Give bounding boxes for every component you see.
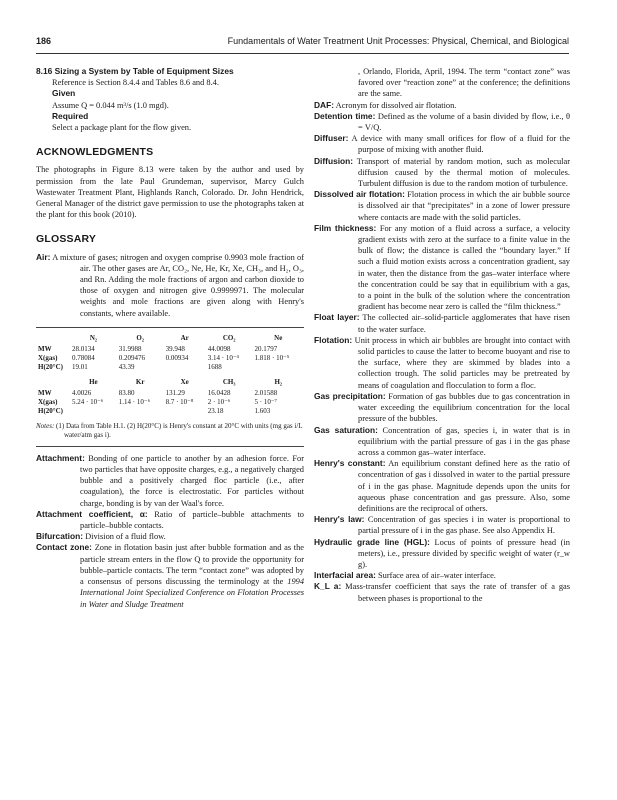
table-cell: 2.01588 [254, 388, 278, 397]
table-header: CO₂ [222, 333, 236, 342]
row-label: X(gas) [38, 397, 58, 406]
glossary-entry [314, 570, 570, 581]
gas-properties-table [36, 327, 304, 447]
table-cell: 28.0134 [72, 344, 95, 353]
glossary-entry [314, 312, 570, 334]
glossary-definition: Formation of gas bubbles due to gas concentration in water exceeding the equilibrium concentration for the local pressure of the bubbles. [358, 391, 570, 424]
glossary-term: Bifurcation: [36, 531, 83, 542]
glossary-term: Attachment: [36, 452, 85, 463]
table-header: H₂ [274, 377, 283, 386]
given-label: Given [52, 88, 76, 99]
table-header: Ne [274, 333, 283, 342]
glossary-definition: Transport of material by random motion, such as molecular diffusion caused by the thermal motion of molecules. Turbulent diffusion is due to the random motion of turbulence. [356, 156, 570, 189]
contact-zone-continuation: , Orlando, Florida, April, 1994. The term “contact zone” was favored over “reaction zone” at the conference; the definitions are the same. [358, 67, 570, 99]
required-label: Required [52, 110, 89, 121]
left-column [36, 66, 304, 610]
table-cell [117, 407, 164, 416]
given-text: Assume Q = 0.044 m³/s (1.0 mgd). [52, 100, 169, 110]
table-header: Ar [180, 333, 189, 342]
glossary-term: Detention time: [314, 110, 376, 121]
table-cell: 1.818 · 10⁻⁵ [254, 353, 290, 362]
glossary-term: K_L a: [314, 581, 342, 592]
glossary-definition: An equilibrium constant defined here as the ratio of concentration of gas i dissolved in water to the partial pressure of i in the gas phase. Magnitude depends upon the units for aqueous phase concentration and gas pressure. Also, some definitions are the reciprocal of others. [358, 459, 571, 513]
required-text: Select a package plant for the flow given. [52, 123, 192, 133]
table-cell [164, 407, 206, 416]
glossary-term: Henry's constant: [314, 458, 386, 469]
conference-citation: 1994 International Joint Specialized Conference on Flotation Processes in Water and Sludge Treatment [80, 577, 305, 609]
table-cell: 1.14 · 10⁻⁶ [118, 397, 151, 406]
table-header: CH₃ [222, 377, 236, 386]
glossary-entry [314, 189, 570, 223]
table-row [36, 389, 304, 398]
table-row [36, 363, 304, 372]
glossary-entry-contact-zone [36, 542, 304, 609]
example-reference: Reference is Section 8.4.4 and Tables 8.6 and 8.4. [52, 78, 219, 88]
glossary-definition: Bonding of one particle to another by an adhesion force. For two particles that have opposite charges, e.g., a negatively charged bubble and a positively charged floc particle (i.e., after coagulation), the force is electrostatic. For particles without charge, bonding is by van der Waal's force. [80, 453, 305, 508]
glossary-entry [314, 133, 570, 155]
glossary-term: Flotation: [314, 334, 353, 345]
table-cell [253, 363, 304, 372]
table-cell: 0.209476 [118, 353, 146, 362]
glossary-entry [314, 514, 570, 536]
glossary-term: Interfacial area: [314, 570, 376, 581]
row-label: MW [38, 388, 52, 397]
glossary-definition: A device with many small orifices for flow of a fluid for the purpose of mixing with another fluid. [351, 134, 570, 155]
table-cell [70, 407, 117, 416]
glossary-definition: A mixture of gases; nitrogen and oxygen comprise 0.9903 mole fraction of air. The other gases are Ar, CO₂, Ne, He, Kr, Xe, CH₃, and H₂, O₃, and Rn. Adding the mole fractions of argon and carbon dioxide to those of oxygen and nitrogen give 0.9999971. The molecular weights and mole fractions are given along with Henry's constants, where available. [52, 252, 304, 318]
table-cell: 83.80 [118, 388, 135, 397]
table-cell: 44.0098 [207, 344, 231, 353]
glossary-definition: Defined as the volume of a basin divided by flow, i.e., θ = V/Q. [358, 111, 570, 133]
table-header: N₂ [89, 333, 97, 342]
table-cell: 0.00934 [165, 353, 189, 362]
glossary-entry [36, 531, 304, 542]
table-header: Xe [180, 377, 189, 386]
row-label: H(20°C) [38, 362, 63, 371]
table-cell: 0.78084 [72, 353, 95, 362]
glossary-entry [314, 425, 570, 459]
row-label: X(gas) [38, 353, 58, 362]
glossary-term: Film thickness: [314, 222, 377, 233]
glossary-term: Diffuser: [314, 133, 349, 144]
page-number: 186 [36, 36, 52, 46]
table-cell: 8.7 · 10⁻⁸ [165, 397, 194, 406]
glossary-definition: For any motion of a fluid across a surface, a velocity gradient exists with zero at the surface to a finite value in the bulk of flow; the distance is called the “boundary layer.” If such a fluid motion exists across a concentration gradient, say in water, then the distance from the gas–water interface where the concentration could be say that in equilibrium with a gas, to a point in the bulk of the solution where the concentration gradient has become near zero is called the “film thickness.” [358, 223, 571, 312]
glossary-term: Gas saturation: [314, 424, 378, 435]
table-cell: 20.1797 [254, 344, 278, 353]
table-cell: 5.24 · 10⁻⁶ [72, 397, 104, 406]
glossary-entry [314, 111, 570, 133]
glossary-term: Air: [36, 251, 51, 262]
glossary-definition: Ratio of particle–bubble attachments to particle–bubble contacts. [80, 509, 304, 531]
example-heading: 8.16 Sizing a System by Table of Equipment Sizes [36, 66, 234, 76]
glossary-definition: Concentration of gas species i in water is proportional to partial pressure of i in the gas phase. See also Appendix H. [358, 515, 571, 536]
glossary-entry [314, 581, 570, 603]
table-cell: 1.603 [254, 406, 271, 415]
table-cell: 23.18 [207, 406, 224, 415]
glossary-definition: The collected air–solid-particle agglomerates that have risen to the water surface. [358, 313, 570, 334]
table-cell: 31.9988 [118, 344, 142, 353]
table-cell: 4.0026 [72, 388, 92, 397]
glossary-term: Attachment coefficient, α: [36, 508, 148, 519]
glossary-term: Henry's law: [314, 514, 365, 525]
notes-text: (1) Data from Table H.1. (2) H(20°C) is Henry's constant at 20°C with units (mg gas i/L water/atm gas i). [56, 421, 303, 439]
table-cell: 2 · 10⁻⁶ [207, 397, 231, 406]
glossary-entry [36, 453, 304, 509]
glossary-entry [314, 223, 570, 313]
table-cell: 19.01 [72, 362, 88, 371]
glossary-definition: Flotation process in which the air bubble source is dissolved air that “precipitates” in a zone of lower pressure where contacts are made with the solid particles. [358, 190, 571, 222]
table-row [36, 407, 304, 416]
glossary-entry [314, 156, 570, 190]
row-label: H(20°C) [38, 406, 63, 415]
acknowledgments-heading: ACKNOWLEDGMENTS [36, 146, 154, 159]
notes-label: Notes: [36, 421, 55, 430]
example-body [36, 77, 304, 133]
glossary-definition: Mass-transfer coefficient that says the rate of transfer of a gas between phases is proportional to the [345, 582, 570, 603]
glossary-term: Hydraulic grade line (HGL): [314, 536, 430, 547]
table-cell: 43.39 [118, 362, 135, 371]
glossary-entry [36, 509, 304, 531]
glossary-entry-air [36, 252, 304, 319]
acknowledgments-text: The photographs in Figure 8.13 were taken by the author and used by permission from the late Paul Grundeman, supervisor, Marcy Gulch Wastewater Treatment Plant, Highlands Ranch, Colorado. Dr. John Hendrick, General Manager of the district gave permission to use the photographs taken at the plant for this book (2010). [36, 165, 304, 220]
table-cell: 1688 [207, 362, 222, 371]
table-row [36, 398, 304, 407]
row-label: MW [38, 344, 52, 353]
glossary-definition: Concentration of gas, species i, in water that is in equilibrium with the partial pressure of gas i in the gas phase across a common gas–water interface. [358, 425, 570, 457]
glossary-term: DAF: [314, 99, 335, 110]
table-cell: 3.14 · 10⁻⁴ [207, 353, 239, 362]
glossary-definition: Locus of points of pressure head (in meters), i.e., pressure divided by specific weight of water (r_w g). [358, 537, 570, 569]
table-cell: 39.948 [165, 344, 185, 353]
glossary-term: Gas precipitation: [314, 390, 386, 401]
glossary-definition: Surface area of air–water interface. [378, 571, 496, 581]
table-cell: 5 · 10⁻⁷ [254, 397, 277, 406]
glossary-entry [314, 458, 570, 514]
glossary-term: Float layer: [314, 312, 360, 323]
running-header-title: Fundamentals of Water Treatment Unit Processes: Physical, Chemical, and Biological [227, 36, 569, 46]
glossary-definition: Division of a fluid flow. [85, 532, 166, 542]
glossary-entry [314, 391, 570, 425]
header-rule [36, 53, 569, 54]
right-column [314, 66, 570, 604]
table-cell [164, 363, 206, 372]
table-cell: 131.29 [165, 388, 185, 397]
glossary-entry [314, 537, 570, 571]
glossary-entry [314, 335, 570, 391]
glossary-term: Contact zone: [36, 542, 92, 553]
table-header: Kr [135, 377, 145, 386]
table-row [36, 354, 304, 363]
table-row [36, 345, 304, 354]
table-header: O₂ [136, 333, 144, 342]
table-notes [36, 422, 304, 440]
glossary-definition: Acronym for dissolved air flotation. [335, 100, 457, 110]
glossary-heading: GLOSSARY [36, 233, 97, 246]
table-cell: 16.0428 [207, 388, 231, 397]
glossary-term: Dissolved air flotation: [314, 189, 405, 200]
table-header: He [89, 377, 98, 386]
glossary-term: Diffusion: [314, 155, 354, 166]
glossary-entry [314, 100, 570, 111]
glossary-definition: Unit process in which air bubbles are brought into contact with solid particles to cause the latter to become buoyant and rise to the surface, where they are skimmed by blades into a collection trough. The solid particles may be pretreated by means of coagulation and flocculation to form a floc. [354, 335, 571, 390]
glossary-definition: Zone in flotation basin just after bubble formation and as the particle stream enters in the flow Q to provide the opportunity for bubble–particle contacts. The term “contact zone” was adopted by a consensus of persons discussing the terminology at the [80, 543, 305, 587]
